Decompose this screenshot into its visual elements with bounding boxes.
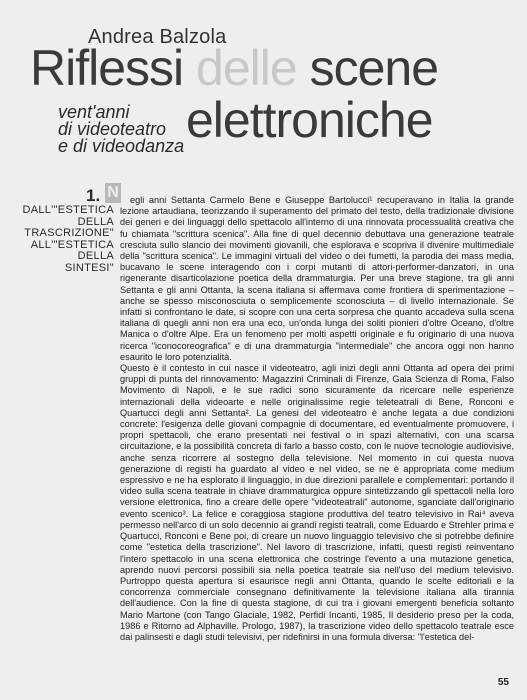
subtitle: [58, 104, 184, 155]
side-heading-line: TRASCRIZIONE": [24, 227, 114, 239]
title-word-delle: delle: [196, 40, 297, 96]
side-heading-line: SINTESI": [64, 261, 114, 274]
side-heading-line: ALL'"ESTETICA: [30, 238, 114, 251]
subtitle-line: e di videodanza: [58, 136, 185, 156]
title-word-riflessi: Riflessi: [30, 40, 184, 96]
side-heading-line: DELLA: [77, 215, 114, 228]
drop-cap: N: [105, 183, 121, 203]
author-name: Andrea Balzola: [88, 26, 227, 48]
subtitle-line: vent'anni: [58, 102, 130, 122]
side-heading-line: DELLA: [77, 250, 114, 262]
title-word-scene: scene: [309, 40, 439, 96]
title-line-1: [30, 40, 438, 96]
section-number: 1.: [86, 186, 101, 205]
body-paragraph: egli anni Settanta Carmelo Bene e Giuseppe Bartolucci¹ recuperavano in Italia la grande lezione artaudiana, teorizzando il superamento del primato del testo, della tradizionale divisione dei generi e dei linguaggi dello spettacolo all'interno di una rinnovata processualità creativa che fu chiamata "scrittura scenica". Alla fine di quel decennio debuttava una generazione teatrale cresciuta sullo slancio dei movimenti giovanili, che esplorava e scopriva il divenire multimediale della "scrittura scenica". Le immagini virtuali del video o dei fumetti, la parodia dei mass media, bucavano le scene interagendo con i corpi mutanti di attori-performer-danzatori, in una rigenerante disarticolazione poetica della drammaturgia. Per una breve stagione, tra gli anni Settanta e gli anni Ottanta, la scena italiana si affermava come frontiera di sperimentazione – anche se spesso misconosciuta o semplicemente sconosciuta – di livello internazionale. Se infatti si confrontano le date, si scopre con una certa sorpresa che quanto accadeva sulla scena italiana di quegli anni non era una eco, un'onda lunga dei soliti pionieri d'oltre Oceano, d'oltre Manica o d'oltre Alpe. Era un fenomeno per molti aspetti originale e fu originario di una nuova ricerca "iconocoreografica" e di una drammaturgia "intermediale" che ancora oggi non hanno esaurito le loro potenzialità.: [120, 195, 514, 362]
title-word-elettroniche: elettroniche: [186, 92, 433, 148]
side-heading-line: DALL'"ESTETICA: [22, 204, 114, 216]
article-body: [120, 195, 514, 665]
page-number: 55: [497, 677, 509, 688]
body-paragraph: Questo è il contesto in cui nasce il videoteatro, agli inizi degli anni Ottanta ad opera dei primi gruppi di punta del rinnovamento: Magazzini Criminali di Firenze, Gaia Scienza di Roma, Falso Movimento di Napoli, e le sue radici sono sicuramente da ricercare nelle esperienze internazionali della videoarte e nelle originalissime regie teleteatrali di Bene, Ronconi e Quartucci degli anni Settanta². La genesi del videoteatro è anche legata a due condizioni concrete: l'esigenza delle giovani compagnie di documentare, ed eventualmente promuovere, i propri spettacoli, che erano presentati nei festival o in spazi alternativi, con una scarsa circuitazione, e la possibilità concreta di farlo a basso costo, con le nuove tecnologie audiovisive, anche senza ricorrere al sostegno della televisione. Nel momento in cui questa nuova generazione di registi ha guardato al video e nel video, se ne è appropriata come medium espressivo e ne ha esplorato il linguaggio, in due direzioni parallele e complementari: portando il video sulla scena teatrale in chiave drammaturgica oppure sintetizzando gli spettacoli nella loro versione elettronica, fino a creare delle opere "videoteatrali" autonome, sganciate dall'originario evento scenico³. La felice e coraggiosa stagione produttiva del teatro televisivo in Rai⁴ aveva permesso nell'arco di un solo decennio ai grandi registi teatrali, come Eduardo e Strehler prima e Quartucci, Ronconi e Bene poi, di creare un nuovo linguaggio televisivo che si potrebbe definire come "estetica della trascrizione". Nel lavoro di trascrizione, infatti, questi registi reinventano l'intero spettacolo in una scena elettronica che costringe l'evento a una mutazione genetica, aprendo nuovi percorsi possibili sia nella poetica teatrale sia nell'uso del medium televisivo. Purtroppo questa apertura si esaurisce negli anni Ottanta, quando le scelte editoriali e la concorrenza commerciale consegnano definitivamente la televisione italiana alla tirannia dell'audience. Con la fine di questa stagione, di cui tra i giovani emergenti beneficia soltanto Mario Martone (con Tango Glaciale, 1982, Perfidi Incanti, 1985, Il desiderio preso per la coda, 1986 e Ritorno ad Alphaville. Prologo, 1987), la trascrizione video dello spettacolo teatrale esce dai palinsesti e dagli studi televisivi, per ridefinirsi in una formula diversa: "l'estetica del-: [120, 363, 514, 642]
subtitle-line: di videoteatro: [58, 119, 167, 139]
section-side-heading: [12, 205, 114, 274]
